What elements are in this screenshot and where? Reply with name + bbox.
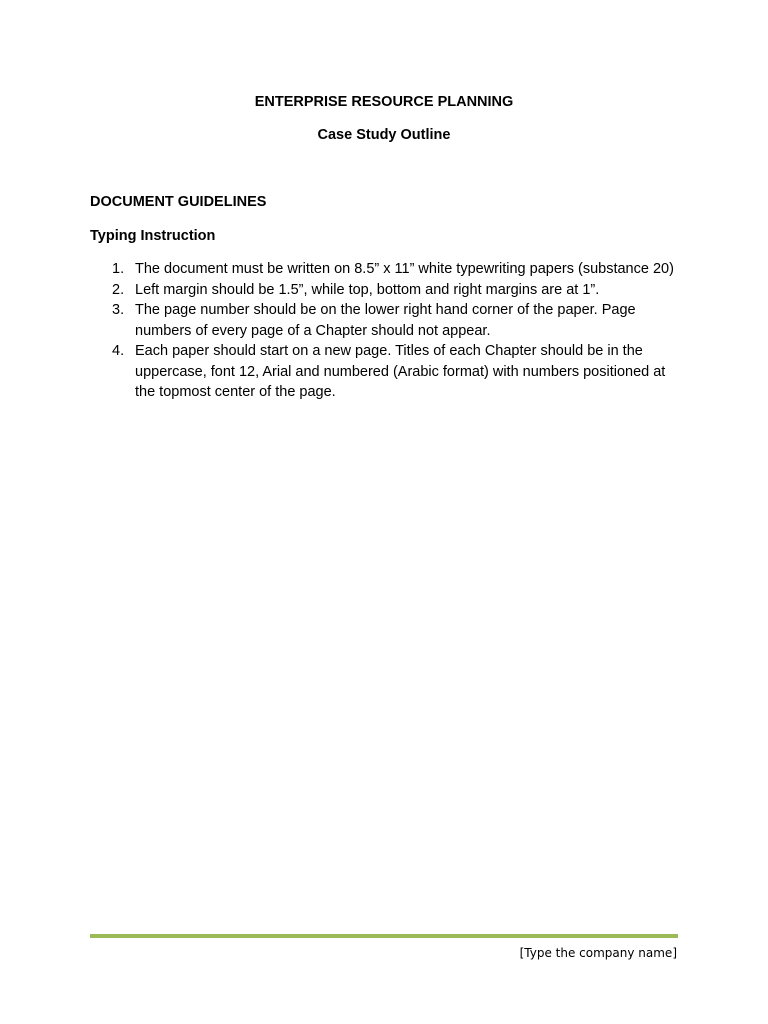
instruction-item [90, 259, 680, 280]
section-heading: DOCUMENT GUIDELINES [90, 194, 267, 210]
instruction-number: 4. [112, 343, 125, 359]
instruction-item [90, 341, 680, 403]
footer-divider [90, 934, 678, 938]
instruction-text: Each paper should start on a new page. Titles of each Chapter should be in the uppercase, font 12, Arial and numbered (Arabic format) with numbers positioned at the topmost center of the page. [135, 343, 666, 400]
document-subtitle: Case Study Outline [317, 127, 451, 143]
instruction-text: The page number should be on the lower right hand corner of the paper. Page numbers of every page of a Chapter should not appear. [135, 302, 636, 339]
instruction-item [90, 280, 680, 301]
company-name-placeholder[interactable]: [Type the company name] [519, 946, 677, 960]
instruction-number: 3. [112, 302, 125, 318]
document-title: ENTERPRISE RESOURCE PLANNING [254, 94, 514, 110]
sub-heading: Typing Instruction [90, 228, 216, 244]
instruction-text: The document must be written on 8.5” x 11” white typewriting papers (substance 20) [135, 261, 674, 277]
instruction-text: Left margin should be 1.5”, while top, bottom and right margins are at 1”. [135, 281, 600, 298]
instruction-list [90, 259, 680, 403]
instruction-number: 2. [112, 281, 125, 298]
instruction-item [90, 300, 680, 341]
instruction-number: 1. [112, 261, 125, 277]
